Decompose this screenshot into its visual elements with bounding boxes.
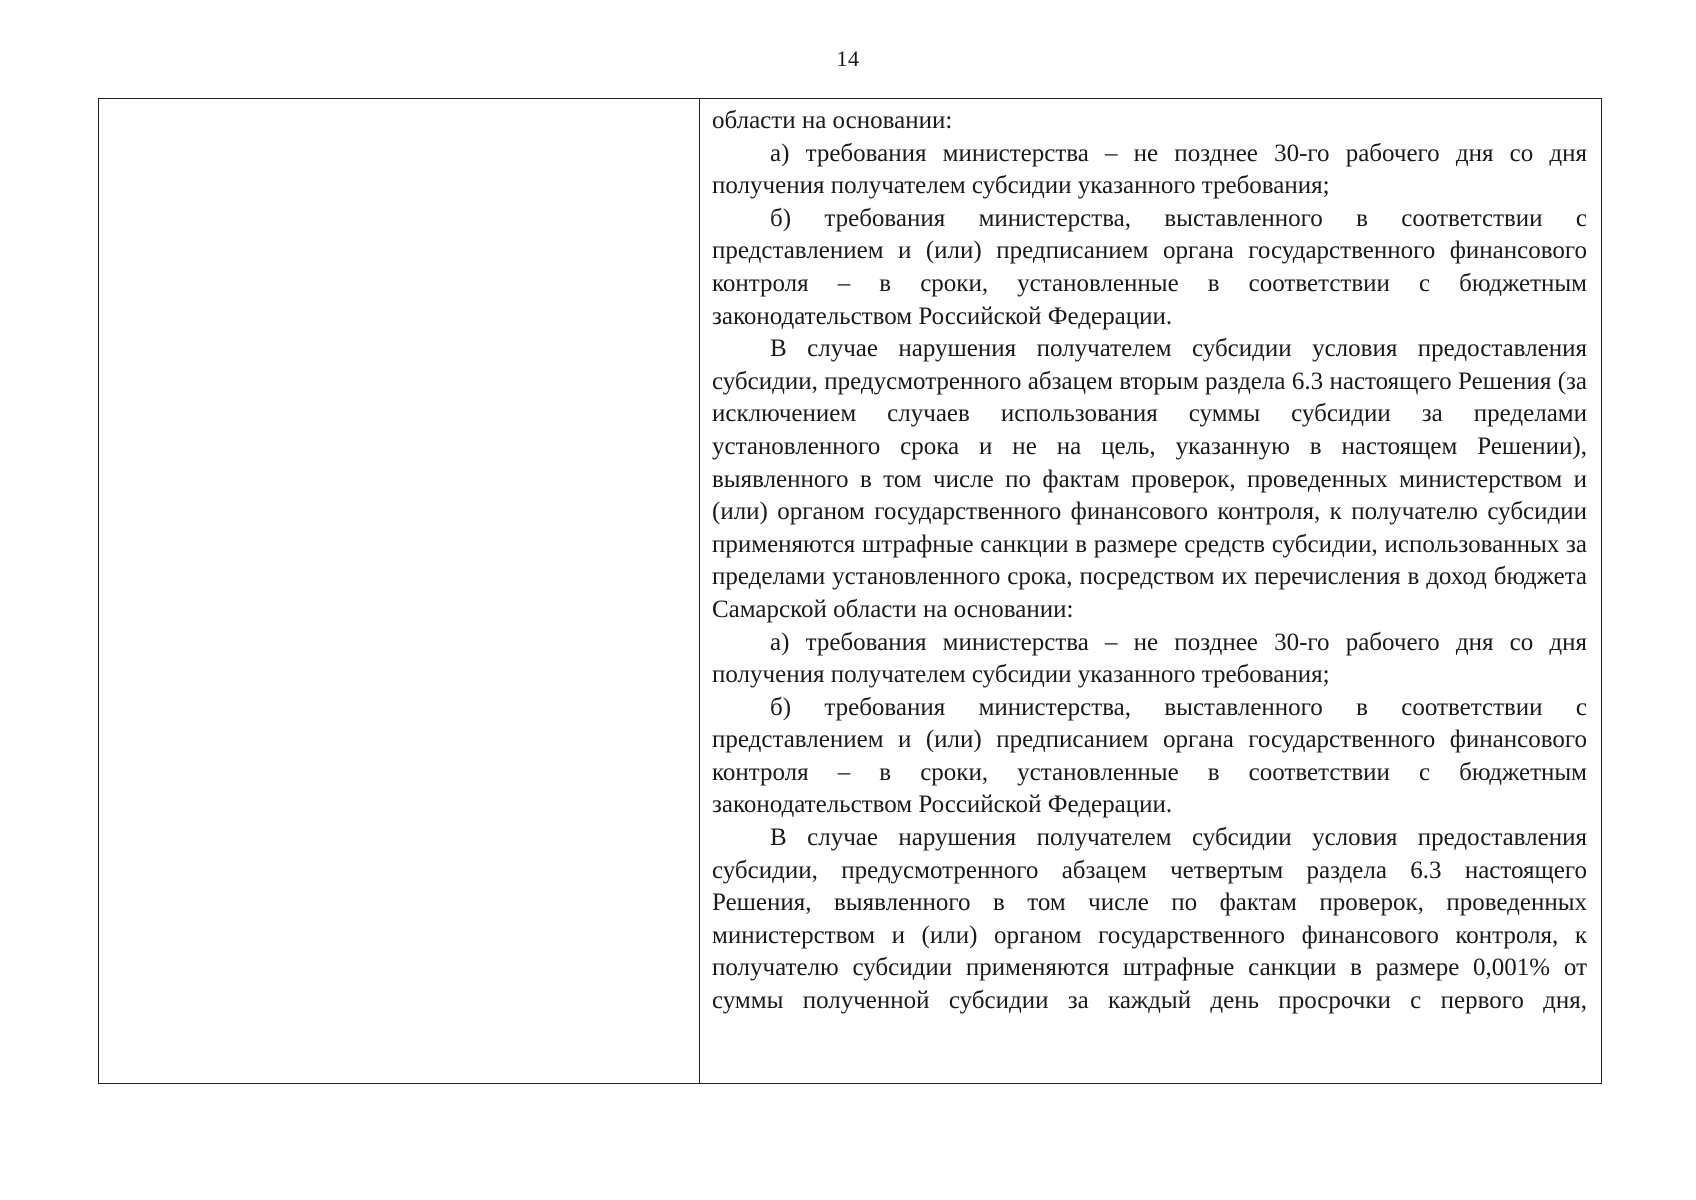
table-left-column: [99, 99, 700, 1083]
table-right-column: [700, 99, 1601, 1083]
paragraph-item-b: б) требования министерства, выставленного в соответствии с представлением и (или) предписанием органа государственного финансового контроля – в сроки, установленные в соответствии с бюджетным законодательством Российской Федерации.: [712, 693, 1587, 819]
paragraph-item-a: а) требования министерства – не позднее 30-го рабочего дня со дня получения получателем субсидии указанного требования;: [712, 139, 1587, 200]
document-table: [98, 98, 1602, 1084]
paragraph-continuation: области на основании:: [712, 107, 953, 134]
page-number: 14: [836, 46, 860, 71]
paragraph-penalty-clause: В случае нарушения получателем субсидии условия предоставления субсидии, предусмотренного абзацем четвертым раздела 6.3 настоящего Решения, выявленного в том числе по фактам проверок, проведенных министерством и (или) органом государственного финансового контроля, к получателю субсидии применяются штрафные санкции в размере 0,001% от суммы полученной субсидии за каждый день просрочки с первого дня,: [712, 824, 1587, 1015]
paragraph-penalty-clause: В случае нарушения получателем субсидии условия предоставления субсидии, предусмотренного абзацем вторым раздела 6.3 настоящего Решения (за исключением случаев использования суммы субсидии за пределами установленного срока и не на цель, указанную в настоящем Решении), выявленного в том числе по фактам проверок, проведенных министерством и (или) органом государственного финансового контроля, к получателю субсидии применяются штрафные санкции в размере средств субсидии, использованных за пределами установленного срока, посредством их перечисления в доход бюджета Самарской области на основании:: [712, 335, 1587, 623]
paragraph-item-b: б) требования министерства, выставленного в соответствии с представлением и (или) предписанием органа государственного финансового контроля – в сроки, установленные в соответствии с бюджетным законодательством Российской Федерации.: [712, 204, 1587, 330]
paragraph-item-a: а) требования министерства – не позднее 30-го рабочего дня со дня получения получателем субсидии указанного требования;: [712, 628, 1587, 689]
